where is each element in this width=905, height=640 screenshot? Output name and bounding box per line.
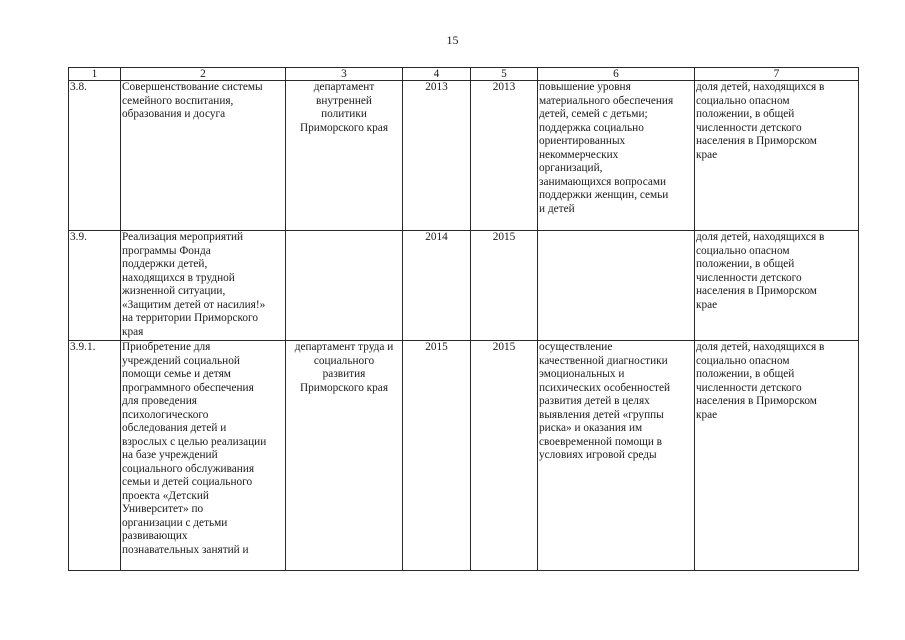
responsible-executor: департамент внутренней политики Приморского края	[286, 81, 403, 231]
table-row	[69, 231, 859, 341]
item-number: 3.8.	[69, 81, 121, 231]
column-number-3: 3	[286, 68, 403, 81]
column-number-row	[69, 68, 859, 81]
column-number-6: 6	[538, 68, 695, 81]
end-year: 2015	[471, 231, 538, 341]
column-number-2: 2	[121, 68, 286, 81]
column-number-5: 5	[471, 68, 538, 81]
expected-result: осуществление качественной диагностики эмоциональных и психических особенностей развития детей в целях выявления детей «группы риска» и оказания им своевременной помощи в условиях игровой среды	[538, 341, 695, 571]
responsible-executor	[286, 231, 403, 341]
activity-name: Совершенствование системы семейного воспитания, образования и досуга	[121, 81, 286, 231]
target-indicator: доля детей, находящихся в социально опасном положении, в общей численности детского населения в Приморском крае	[695, 341, 859, 571]
responsible-executor: департамент труда и социального развития Приморского края	[286, 341, 403, 571]
table-row	[69, 81, 859, 231]
expected-result	[538, 231, 695, 341]
target-indicator: доля детей, находящихся в социально опасном положении, в общей численности детского населения в Приморском крае	[695, 231, 859, 341]
item-number: 3.9.	[69, 231, 121, 341]
activity-name: Реализация мероприятий программы Фонда поддержки детей, находящихся в трудной жизненной ситуации, «Защитим детей от насилия!» на территории Приморского края	[121, 231, 286, 341]
page-number: 15	[446, 33, 459, 47]
end-year: 2015	[471, 341, 538, 571]
program-activities-table	[68, 67, 859, 571]
start-year: 2014	[403, 231, 471, 341]
start-year: 2013	[403, 81, 471, 231]
activity-name: Приобретение для учреждений социальной помощи семье и детям программного обеспечения для проведения психологического обследования детей и взрослых с целью реализации на базе учреждений социального обслуживания семьи и детей социального проекта «Детский Университет» по организации с детьми развивающих познавательных занятий и	[121, 341, 286, 571]
item-number: 3.9.1.	[69, 341, 121, 571]
target-indicator: доля детей, находящихся в социально опасном положении, в общей численности детского населения в Приморском крае	[695, 81, 859, 231]
start-year: 2015	[403, 341, 471, 571]
column-number-7: 7	[695, 68, 859, 81]
column-number-4: 4	[403, 68, 471, 81]
table-row	[69, 341, 859, 571]
column-number-1: 1	[69, 68, 121, 81]
expected-result: повышение уровня материального обеспечения детей, семей с детьми; поддержка социально ориентированных некоммерческих организаций, занимающихся вопросами поддержки женщин, семьи и детей	[538, 81, 695, 231]
end-year: 2013	[471, 81, 538, 231]
